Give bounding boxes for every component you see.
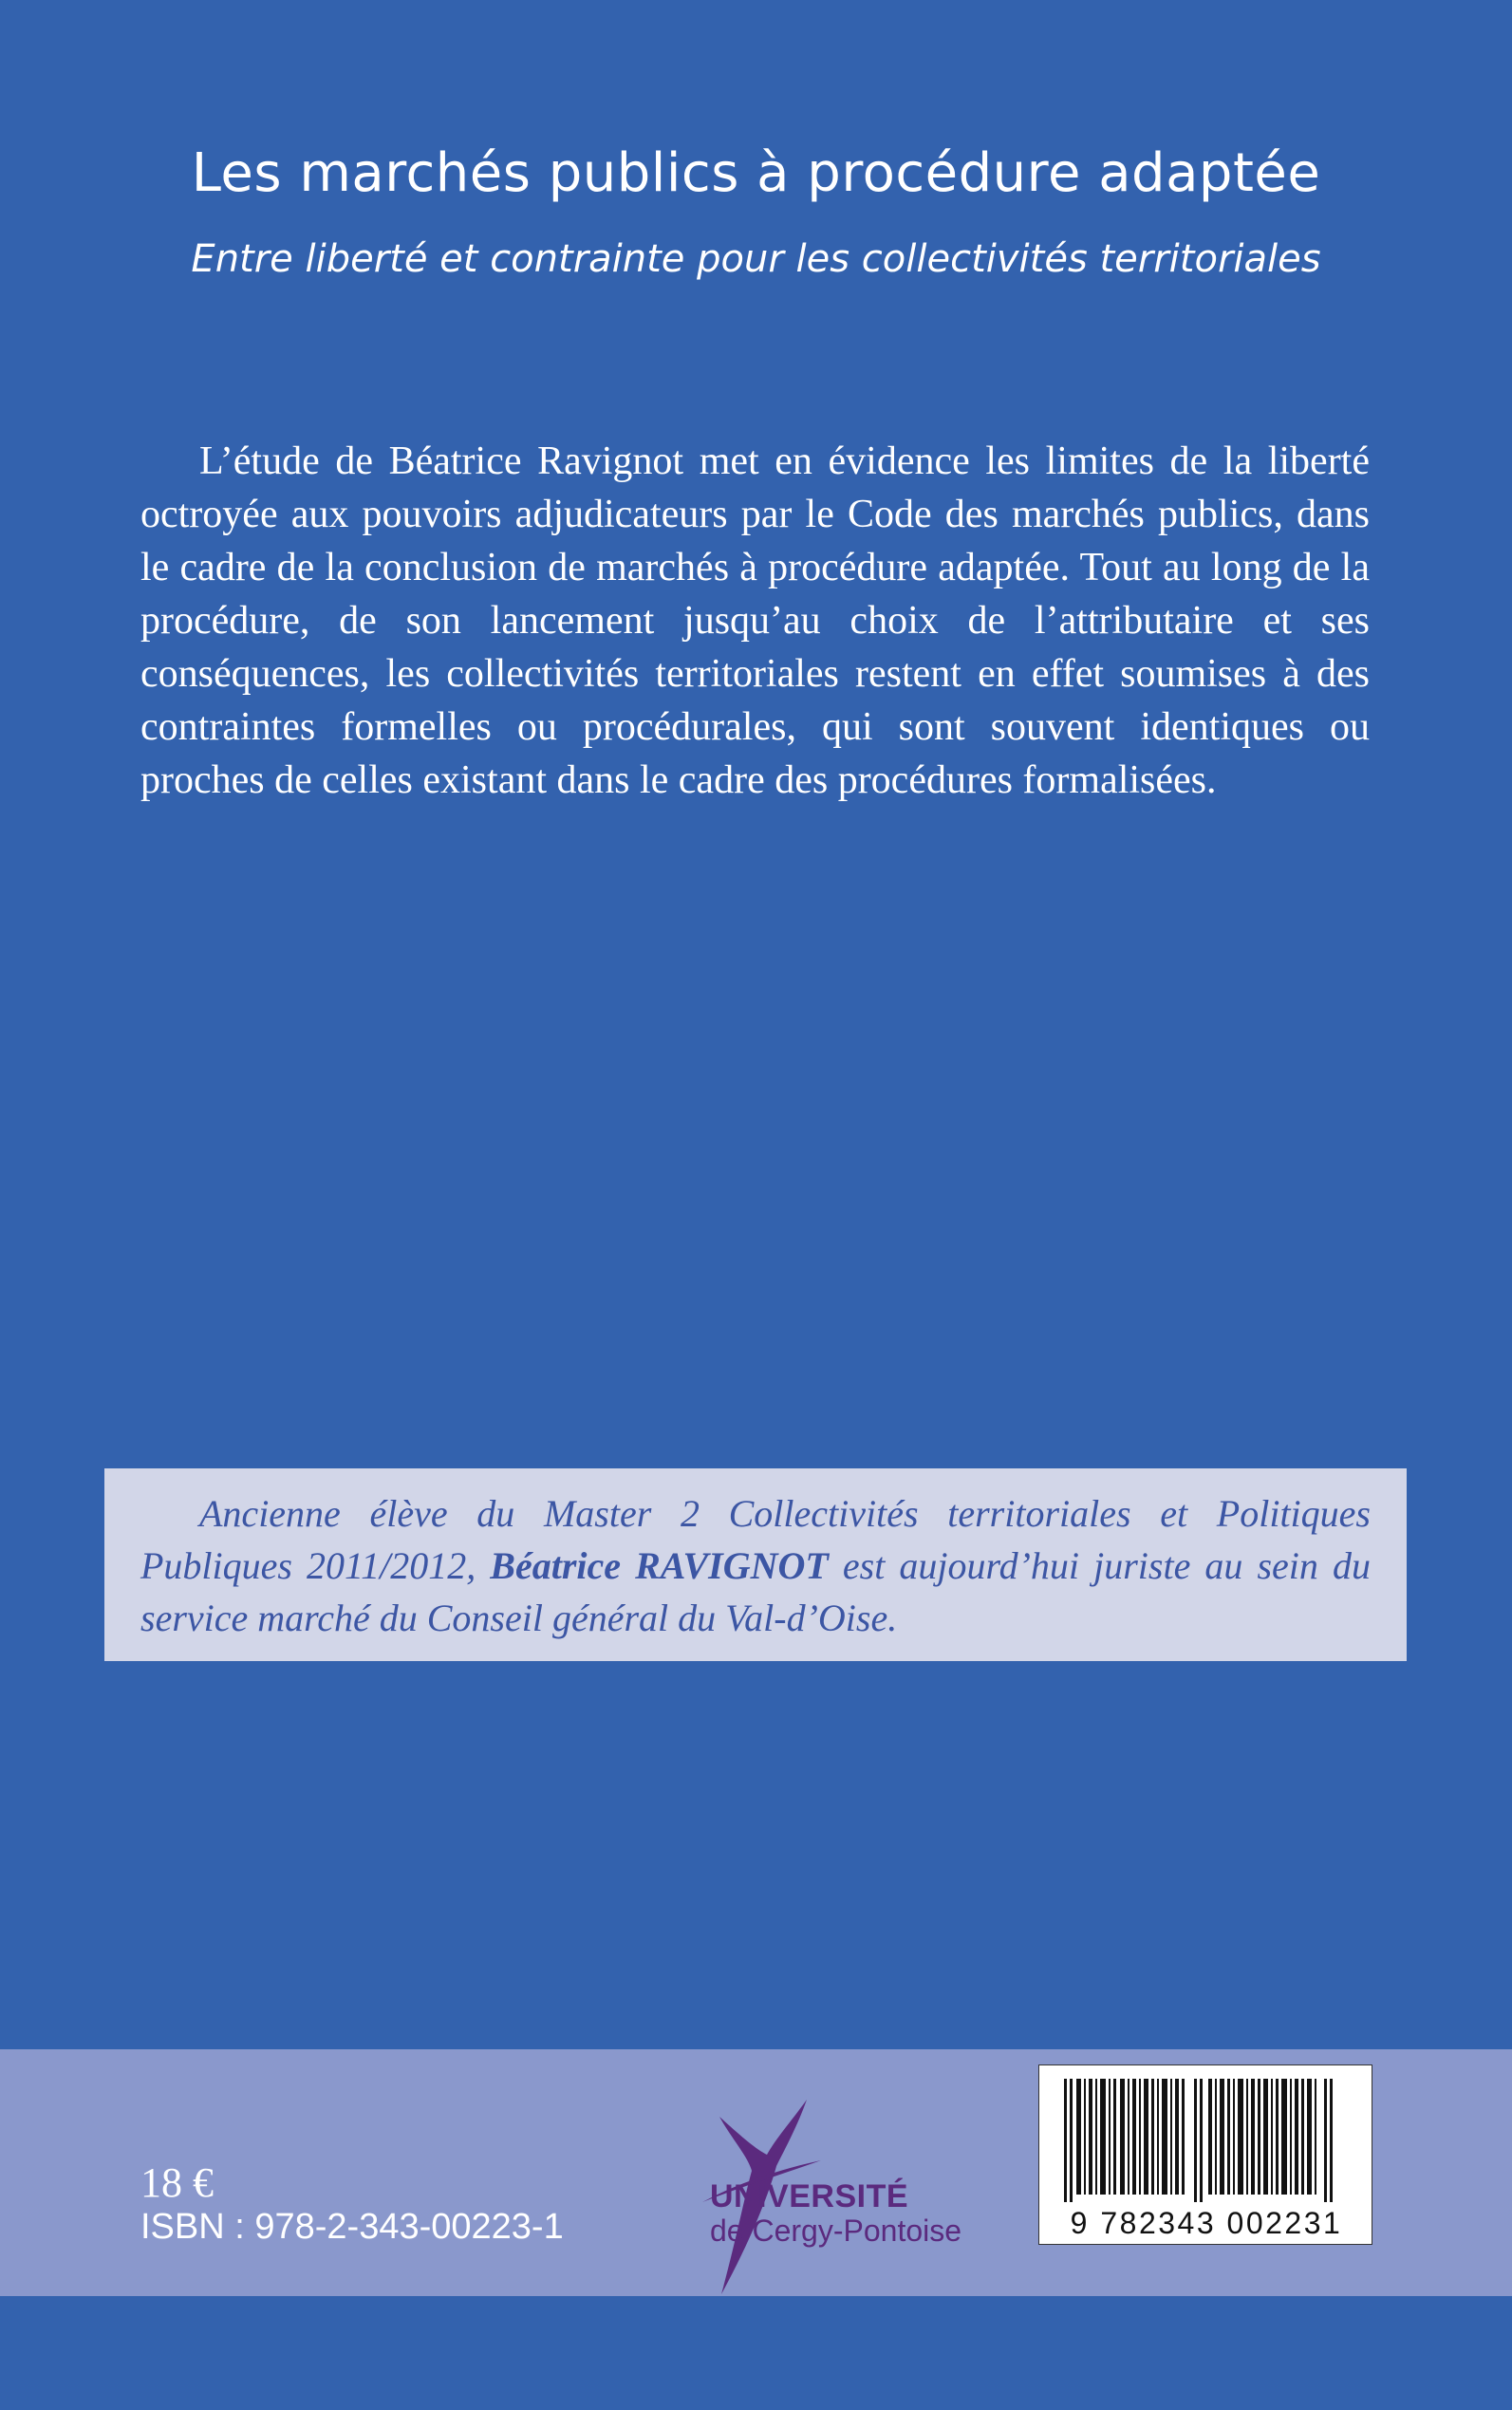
university-location: de Cergy-Pontoise: [710, 2214, 962, 2248]
author-bio: [140, 1487, 1371, 1644]
barcode-digits: 9 782343 002231: [1070, 2206, 1343, 2240]
book-title: Les marchés publics à procédure adaptée: [191, 142, 1321, 204]
barcode: [1038, 2064, 1372, 2245]
book-summary: L’étude de Béatrice Ravignot met en évidence les limites de la liberté octroyée aux pouvoirs adjudicateurs par le Code des marchés publics, dans le cadre de la conclusion de marchés à procédure adaptée. Tout au long de la procédure, de son lancement jusqu’au choix de l’attributaire et ses conséquences, les collectivités territoriales restent en effet soumises à des contraintes formelles ou procédurales, qui sont souvent identiques ou proches de celles existant dans le cadre des procédures formalisées.: [140, 439, 1370, 802]
university-name: UNIVERSITÉ: [710, 2178, 909, 2214]
price: 18 €: [140, 2159, 214, 2206]
isbn: ISBN : 978-2-343-00223-1: [140, 2207, 564, 2247]
book-subtitle: Entre liberté et contrainte pour les collectivités territoriales: [191, 237, 1321, 281]
author-bio-role: est aujourd’hui juriste au sein du service marché du Conseil général du Val-d’Oise.: [140, 1544, 1371, 1639]
author-name: Béatrice RAVIGNOT: [490, 1544, 829, 1587]
author-bio-box: [104, 1468, 1407, 1661]
author-bio-intro: Ancienne élève du Master 2 Collectivités territoriales et Politiques Publiques 2011/2012,: [140, 1492, 1371, 1587]
